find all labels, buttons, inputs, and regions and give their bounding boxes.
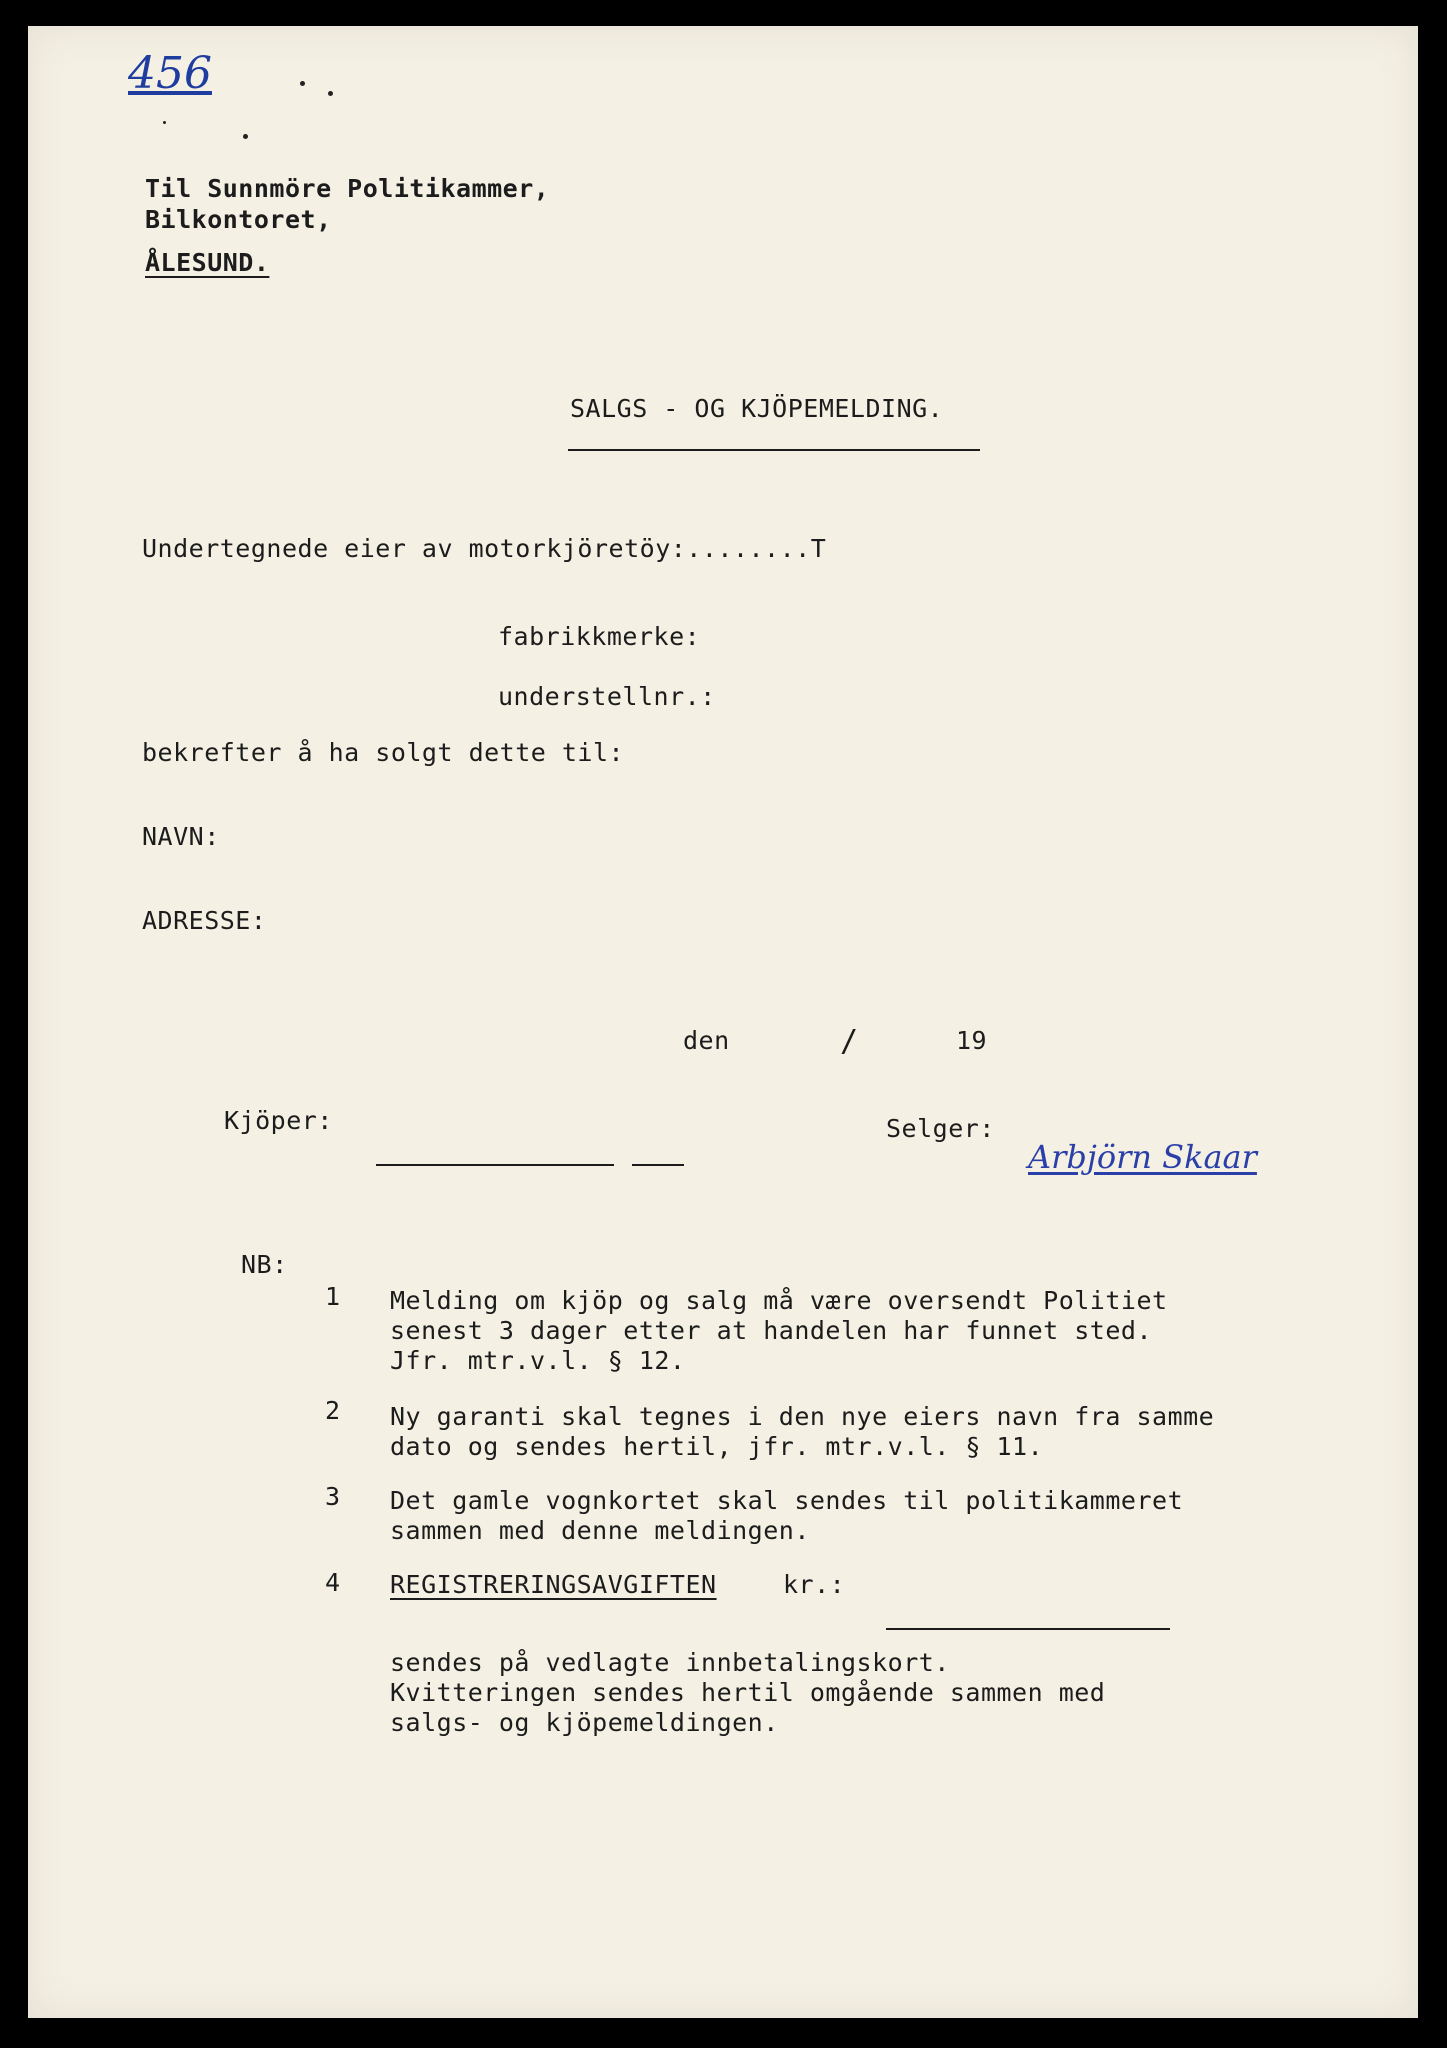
name-label: NAVN:: [142, 822, 220, 851]
note-line: Det gamle vognkortet skal sendes til politikammeret: [390, 1486, 1184, 1515]
document-title: SALGS - OG KJÖPEMELDING.: [570, 394, 944, 423]
address-line-1: Til Sunnmöre Politikammer,: [145, 174, 550, 203]
confirm-line: bekrefter å ha solgt dette til:: [142, 738, 625, 767]
note-line: sendes på vedlagte innbetalingskort.: [390, 1648, 950, 1677]
seller-signature: Arbjörn Skaar: [1028, 1138, 1257, 1176]
note-number: 3: [325, 1482, 341, 1511]
seller-label: Selger:: [886, 1114, 995, 1143]
ink-speck: [328, 91, 333, 96]
note-line: salgs- og kjöpemeldingen.: [390, 1708, 779, 1737]
notes-label: NB:: [241, 1250, 288, 1279]
registration-fee-heading: REGISTRERINGSAVGIFTEN: [390, 1570, 717, 1599]
address-line-3: ÅLESUND.: [145, 248, 270, 277]
note-number: 4: [325, 1568, 341, 1597]
registration-fee-suffix: kr.:: [783, 1570, 846, 1599]
buyer-label: Kjöper:: [224, 1106, 333, 1135]
make-label: fabrikkmerke:: [498, 622, 701, 651]
title-underline: [568, 449, 980, 451]
note-line: Jfr. mtr.v.l. § 12.: [390, 1346, 686, 1375]
address-line-2: Bilkontoret,: [145, 205, 332, 234]
note-line: Kvitteringen sendes hertil omgående sammen med: [390, 1678, 1106, 1707]
note-line: dato og sendes hertil, jfr. mtr.v.l. § 11.: [390, 1432, 1044, 1461]
note-number: 2: [325, 1396, 341, 1425]
date-den: den: [683, 1026, 730, 1055]
buyer-signature-line: [376, 1164, 614, 1166]
archive-number: 456: [128, 48, 212, 99]
fee-amount-line: [886, 1628, 1170, 1630]
note-line: senest 3 dager etter at handelen har funnet sted.: [390, 1316, 1153, 1345]
document-page: [28, 26, 1418, 2018]
owner-line: Undertegnede eier av motorkjöretöy:........T: [142, 534, 827, 563]
address-label: ADRESSE:: [142, 906, 267, 935]
date-slash: /: [840, 1024, 859, 1059]
note-line: Melding om kjöp og salg må være oversendt Politiet: [390, 1286, 1168, 1315]
note-line: Ny garanti skal tegnes i den nye eiers navn fra samme: [390, 1402, 1215, 1431]
note-line: sammen med denne meldingen.: [390, 1516, 810, 1545]
buyer-signature-line-tail: [632, 1164, 684, 1166]
chassis-label: understellnr.:: [498, 682, 716, 711]
ink-speck: [243, 134, 248, 139]
date-year: 19: [956, 1026, 988, 1055]
ink-speck: [163, 121, 166, 124]
note-number: 1: [325, 1282, 341, 1311]
ink-speck: [300, 81, 305, 86]
